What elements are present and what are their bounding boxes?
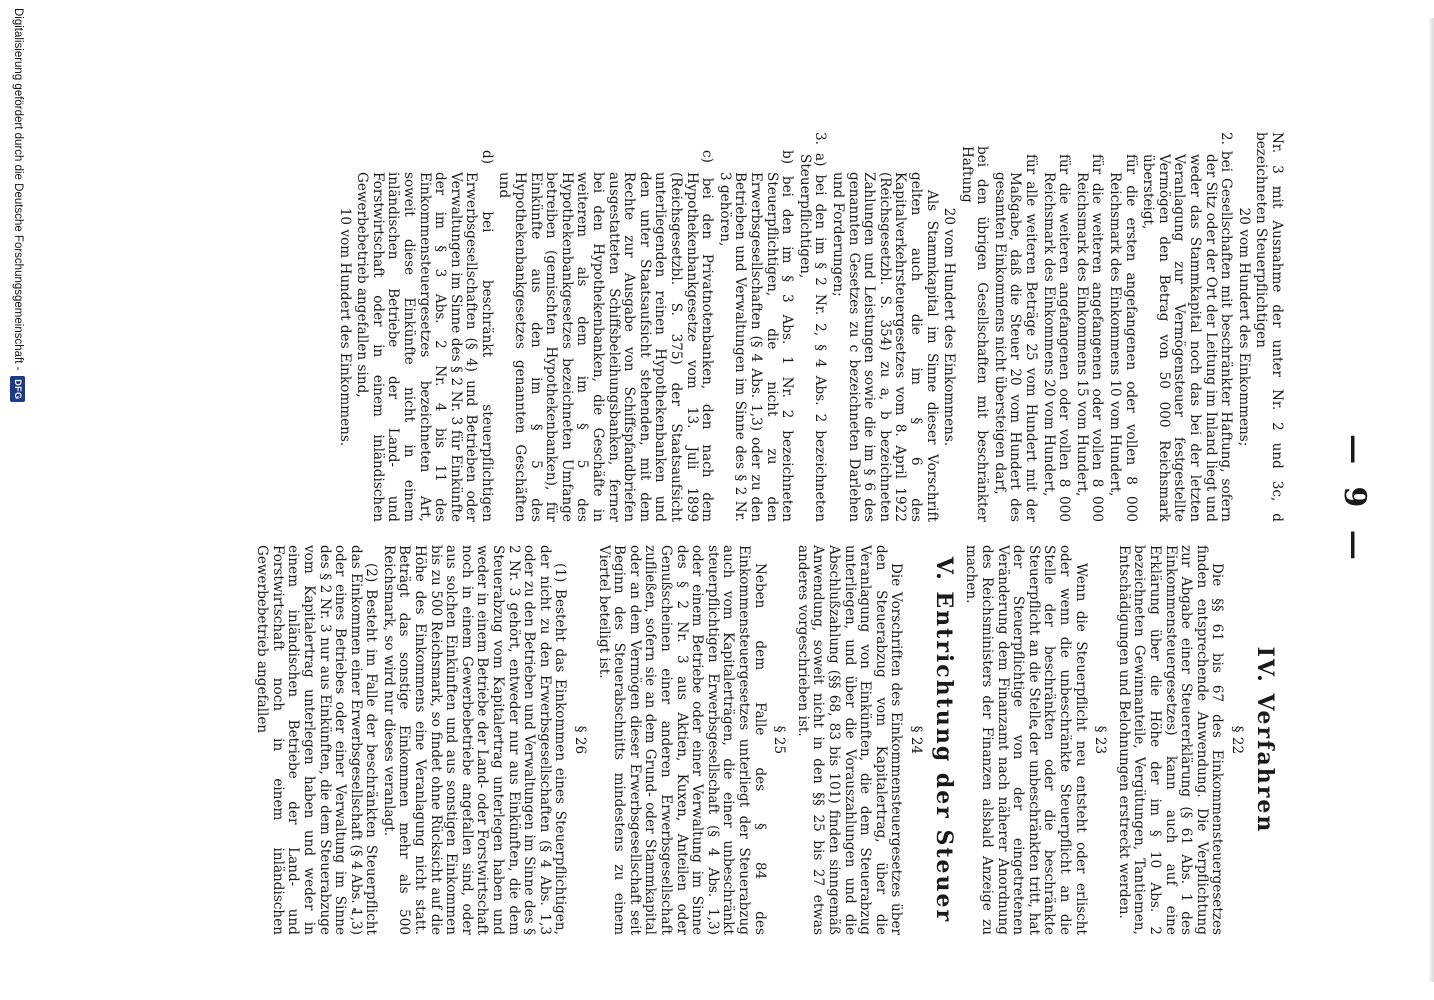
- list-item-3d: d) bei beschränkt steuerpflichtigen Erwerbsgesellschaften (§ 4) und Betrieben oder Verwaltungen im Sinne des § 2 Nr. 3 für Einkünfte der im § 3 Abs. 2 Nr. 4 bis 11 des Einkommensteuergesetzes bezeichneten Art, soweit diese Einkünfte nicht in einem inländischen Betriebe der Land- und Forstwirtschaft oder in einem inländischen Gewerbebetrieb angefallen sind,: [354, 150, 495, 522]
- section-heading-v: V. Entrichtung der Steuer: [930, 556, 957, 924]
- footer-text: Digitalisierung gefördert durch die Deutsche Forschungsgemeinschaft -: [12, 8, 24, 371]
- paragraph: 20 vom Hundert des Einkommens.: [941, 207, 958, 447]
- section-heading-iv: IV. Verfahren: [1252, 646, 1278, 834]
- paragraph: Als Stammkapital im Sinne dieser Vorschrift gelten auch die im § 6 des Kapitalverkehrsteuergesetzes vom 8. April 1922 (Reichsgesetzbl. S. 354) zu a, b bezeichneten Zahlungen und Leistungen sowie die im § 6 des genannten Gesetzes zu c bezeichneten Darlehen und Forderungen;: [829, 172, 940, 522]
- paragraph-label-22: § 22: [1229, 725, 1245, 755]
- rate-tier: für die weiteren angefangenen oder vollen 8 000 Reichsmark des Einkommens 15 vom Hundert,: [1073, 154, 1106, 522]
- paragraph-22: Die §§ 61 bis 67 des Einkommensteuergesetzes finden entsprechende Anwendung. Die Verpflichtung zur Abgabe einer Steuererklärung (§ 61 Abs. 1 des Einkommensteuergesetzes) kann auch auf eine Erklärung über die Höhe der im § 10 Abs. 2 bezeichneten Gewinnanteile, Vergütungen, Tantiemen, Entschädigungen und Belohnungen erstreckt werden.: [1115, 545, 1226, 935]
- rate-tier: für die ersten angefangenen oder vollen 8 000 Reichsmark des Einkommens 10 vom Hundert,: [1107, 154, 1139, 522]
- paragraph: Nr. 3 mit Ausnahme der unter Nr. 2 und 3c, d bezeichneten Steuerpflichtigen: [1253, 132, 1285, 522]
- paragraph-label-24: § 24: [907, 725, 924, 755]
- list-item-3b: b) bei den im § 3 Abs. 1 Nr. 2 bezeichneten Steuerpflichtigen, die nicht zu den Erwerbsgesellschaften (§ 4 Abs. 1,3) oder zu den Betrieben und Verwaltungen im Sinne des § 2 Nr. 3 gehören,: [716, 150, 796, 522]
- list-item-3c: c) bei den Privatnotenbanken, den nach dem Hypothekenbankgesetze vom 13. Juli 1899 (Reichsgesetzbl. S. 375) der Staatsaufsicht unterliegenden reinen Hypothekenbanken und den unter Staatsaufsicht stehenden, mit dem Rechte zur Ausgabe von Schiffspfandbriefen ausgestatteten Schiffsbeleihungsbanken, ferner bei den Hypothekenbanken, die Geschäfte in weiterem als dem im § 5 des Hypothekenbankgesetzes bezeichneten Umfange betreiben (gemischten Hypothekenbanken), für Einkünfte aus den im § 5 des Hypothekenbankgesetzes genannten Geschäften und: [496, 150, 716, 522]
- paragraph: 10 vom Hundert des Einkommens.: [336, 207, 353, 447]
- list-item-2: 2. bei Gesellschaften mit beschränkter Haftung, sofern der Sitz oder der Ort der Leitung im Inland liegt und weder das Stammkapital noch das bei der letzten Veranlagung zur Vermögensteuer festgestellte Vermögen den Betrag von 50 000 Reichsmark übersteigt,: [1140, 132, 1235, 522]
- rate-tier: für alle weiteren Beträge 25 vom Hundert mit der Maßgabe, daß die Steuer 20 vom Hundert des gesamten Einkommens nicht übersteigen darf,: [991, 154, 1040, 522]
- paragraph-label-26: § 26: [572, 725, 589, 755]
- paragraph-23: Wenn die Steuerpflicht neu entsteht oder erlischt oder wenn die unbeschränkte Steuerpflicht an die Stelle der beschränkten oder die beschränkte Steuerpflicht an die Stelle der unbeschränkten tritt, hat der Steuerpflichtige von der eingetretenen Veränderung dem Finanzamt nach näherer Anordnung des Reichsministers der Finanzen alsbald Anzeige zu machen.: [963, 545, 1089, 935]
- paragraph: 20 vom Hundert des Einkommens;: [1235, 207, 1252, 447]
- paragraph-25: Neben dem Falle des § 84 des Einkommensteuergesetzes unterliegt der Steuerabzug auch vom Kapitalerträgen, die einer unbeschränkt steuerpflichtigen Erwerbsgesellschaft (§ 4 Abs. 1,3) oder einem Betriebe oder einer Verwaltung im Sinne des § 2 Nr. 3 aus Aktien, Kuxen, Anteilen oder Genußscheinen einer anderen Erwerbsgesellschaft zufließen, sofern sie an dem Grund- oder Stammkapital oder an dem Vermögen dieser Erwerbsgesellschaft seit Beginn des Steuerabschnitts mindestens zu einem Viertel beteiligt ist.: [595, 545, 768, 935]
- page-number: — 9 —: [1337, 434, 1372, 566]
- digitization-footer: [6, 8, 30, 1000]
- dfg-logo-icon: DFG: [11, 376, 26, 402]
- scan-edge: [1428, 18, 1434, 982]
- paragraph: bei den übrigen Gesellschaften mit beschränkter Haftung: [958, 146, 991, 522]
- paragraph-label-25: § 25: [771, 725, 788, 755]
- paragraph-24: Die Vorschriften des Einkommensteuergesetzes über den Steuerabzug vom Kapitalertrag, über die Veranlagung von Einkünften, die dem Steuerabzug unterliegen, und über die Vorauszahlungen und die Abschlußzahlung (§§ 68, 83 bis 101) finden sinngemäß Anwendung, soweit nicht in den §§ 25 bis 27 etwas anderes vorgeschrieben ist.: [794, 545, 905, 935]
- paragraph-26-1: (1) Besteht das Einkommen eines Steuerpflichtigen, der nicht zu den Erwerbsgesellschaften (§ 4 Abs. 1,3 oder zu den Betrieben und Verwaltungen im Sinne des § 2 Nr. 3 gehört, entweder nur aus Einkünften, die dem Steuerabzug vom Kapitalertrag unterlegen haben und weder in einem Betriebe der Land- oder Forstwirtschaft noch in einem Gewerbebetriebe angefallen sind, oder aus solchen Einkünften und aus sonstigen Einkommen bis zu 500 Reichsmark, so findet ohne Rücksicht auf die Höhe des Einkommens eine Veranlagung nicht statt. Beträgt das sonstige Einkommen mehr als 500 Reichsmark, so wird nur dieses veranlagt.: [380, 545, 569, 935]
- rate-tier: für die weiteren angefangenen oder vollen 8 000 Reichsmark des Einkommens 20 vom Hundert,: [1040, 154, 1073, 522]
- right-column: [252, 545, 1284, 935]
- list-item-3a: 3. a) bei den im § 2 Nr. 2, § 4 Abs. 2 bezeichneten Steuerpflichtigen,: [796, 132, 829, 522]
- paragraph-label-23: § 23: [1092, 725, 1109, 755]
- left-column: [334, 132, 1284, 522]
- paragraph-26-2: (2) Besteht im Falle der beschränkten Steuerpflicht das Einkommen einer Erwerbsgesellschaft (§ 4 Abs. 1,3) oder eines Betriebes oder einer Verwaltung im Sinne des § 2 Nr. 3 nur aus Einkünften, die dem Steuerabzuge vom Kapitalertrag unterlegen haben und weder in einem inländischen Betriebe der Land- und Forstwirtschaft noch in einem inländischen Gewerbebetrieb angefallen: [254, 545, 380, 935]
